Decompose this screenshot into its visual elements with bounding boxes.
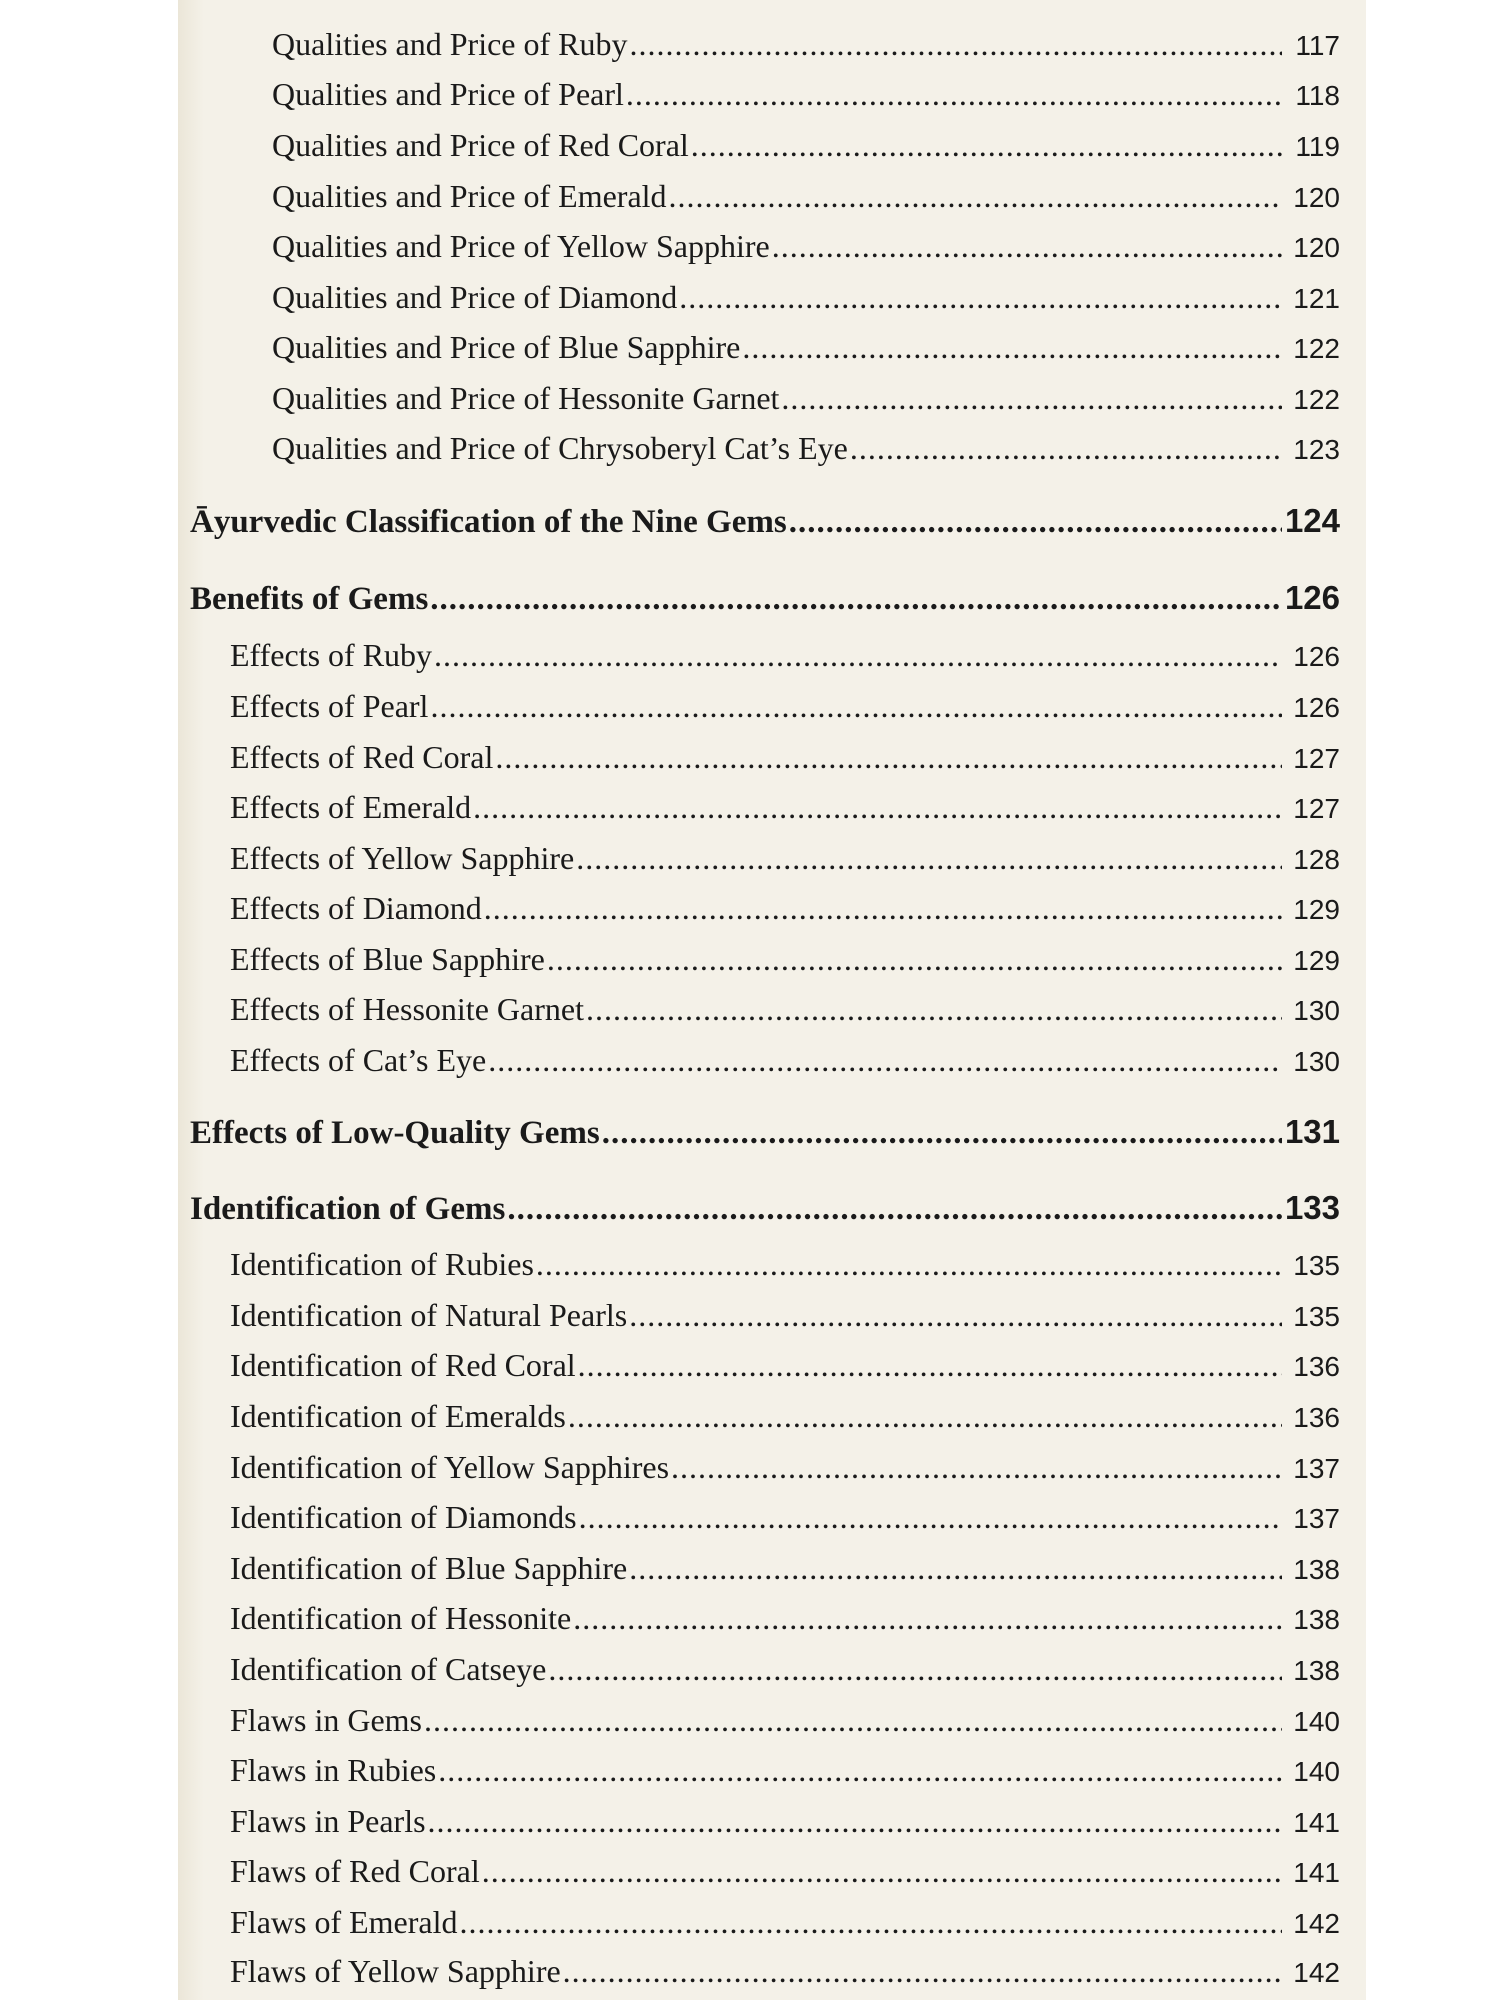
toc-entry-title: Identification of Emeralds	[230, 1398, 566, 1434]
toc-entry-page: 118	[1295, 80, 1340, 111]
toc-entry-page: 137	[1293, 1503, 1340, 1534]
dot-leader	[507, 1191, 1282, 1228]
toc-entry-title: Identification of Catseye	[230, 1651, 547, 1687]
toc-entry-title: Effects of Diamond	[230, 890, 482, 926]
dot-leader	[495, 739, 1282, 776]
toc-entry	[190, 1853, 1340, 1890]
toc-entry-page: 130	[1293, 1046, 1340, 1077]
dot-leader	[573, 1600, 1282, 1637]
toc-entry-title: Identification of Natural Pearls	[230, 1297, 628, 1333]
toc-entry	[190, 688, 1340, 725]
dot-leader	[568, 1398, 1282, 1435]
toc-entry	[190, 1398, 1340, 1435]
toc-entry-page: 126	[1293, 692, 1340, 723]
toc-entry-title: Effects of Hessonite Garnet	[230, 991, 584, 1027]
toc-section-heading	[190, 502, 1340, 541]
toc-entry-title: Flaws of Red Coral	[230, 1853, 480, 1889]
toc-entry-title: Qualities and Price of Red Coral	[272, 127, 689, 163]
toc-entry	[190, 76, 1340, 113]
dot-leader	[434, 637, 1282, 674]
toc-entry-page: 142	[1293, 1957, 1340, 1988]
section-page: 133	[1284, 1189, 1340, 1226]
toc-entry-title: Identification of Blue Sapphire	[230, 1550, 628, 1586]
toc-entry	[190, 1702, 1340, 1739]
dot-leader	[430, 581, 1282, 618]
toc-entry-title: Qualities and Price of Chrysoberyl Cat’s Eye	[272, 430, 848, 466]
toc-entry-page: 138	[1293, 1655, 1340, 1686]
dot-leader	[473, 789, 1282, 826]
dot-leader	[602, 1115, 1282, 1152]
toc-entry-page: 140	[1293, 1756, 1340, 1787]
toc-entry-page: 119	[1295, 131, 1340, 162]
dot-leader	[691, 127, 1282, 164]
dot-leader	[626, 76, 1282, 113]
toc-entry-title: Identification of Red Coral	[230, 1347, 576, 1383]
toc-entry-page: 138	[1293, 1604, 1340, 1635]
toc-entry-page: 136	[1293, 1402, 1340, 1433]
toc-entry	[190, 1803, 1340, 1840]
dot-leader	[629, 1550, 1282, 1587]
toc-entry-title: Effects of Blue Sapphire	[230, 941, 545, 977]
dot-leader	[629, 1297, 1282, 1334]
toc-entry-page: 141	[1293, 1857, 1340, 1888]
toc-entry-title: Identification of Rubies	[230, 1246, 534, 1282]
toc-entry-page: 135	[1293, 1301, 1340, 1332]
toc-entry-title: Effects of Pearl	[230, 688, 429, 724]
section-title: Identification of Gems	[190, 1191, 506, 1227]
dot-leader	[484, 890, 1282, 927]
toc-entry-title: Flaws in Rubies	[230, 1752, 437, 1788]
dot-leader	[789, 504, 1282, 541]
toc-entry	[190, 26, 1340, 63]
dot-leader	[488, 1042, 1282, 1079]
toc-entry	[190, 329, 1340, 366]
toc-entry	[190, 1297, 1340, 1334]
toc-entry	[190, 1246, 1340, 1283]
toc-entry-title: Flaws of Emerald	[230, 1904, 458, 1940]
toc-entry-page: 141	[1293, 1807, 1340, 1838]
toc-entry	[190, 228, 1340, 265]
toc-entry-page: 120	[1293, 182, 1340, 213]
toc-entry-title: Effects of Cat’s Eye	[230, 1042, 487, 1078]
dot-leader	[482, 1853, 1282, 1890]
toc-entry-title: Identification of Hessonite	[230, 1600, 572, 1636]
toc-entry-page: 140	[1293, 1706, 1340, 1737]
toc-entry-title: Effects of Yellow Sapphire	[230, 840, 575, 876]
dot-leader	[536, 1246, 1282, 1283]
toc-entry	[190, 1953, 1340, 1990]
toc-entry-page: 123	[1293, 434, 1340, 465]
dot-leader	[460, 1904, 1283, 1941]
toc-entry	[190, 1499, 1340, 1536]
toc-entry-title: Effects of Ruby	[230, 637, 433, 673]
toc-entry-page: 120	[1293, 232, 1340, 263]
toc-entry-page: 142	[1293, 1908, 1340, 1939]
toc-entry-title: Identification of Diamonds	[230, 1499, 577, 1535]
toc-entry-page: 127	[1293, 743, 1340, 774]
toc-entry-page: 129	[1293, 945, 1340, 976]
section-page: 124	[1284, 502, 1340, 539]
toc-entry-title: Flaws in Gems	[230, 1702, 422, 1738]
section-page: 126	[1284, 579, 1340, 616]
toc-section-heading	[190, 579, 1340, 618]
dot-leader	[428, 1803, 1282, 1840]
toc-entry	[190, 789, 1340, 826]
toc-entry	[190, 739, 1340, 776]
dot-leader	[578, 1347, 1282, 1384]
toc-entry-page: 135	[1293, 1250, 1340, 1281]
dot-leader	[671, 1449, 1282, 1486]
dot-leader	[424, 1702, 1282, 1739]
toc-entry	[190, 1651, 1340, 1688]
toc-section-heading	[190, 1113, 1340, 1152]
toc-entry-page: 130	[1293, 995, 1340, 1026]
dot-leader	[430, 688, 1282, 725]
dot-leader	[629, 26, 1282, 63]
toc-entry	[190, 840, 1340, 877]
section-title: Āyurvedic Classification of the Nine Gems	[190, 504, 787, 540]
toc-entry	[190, 178, 1340, 215]
toc-entry	[190, 380, 1340, 417]
toc-entry-title: Qualities and Price of Emerald	[272, 178, 667, 214]
toc-entry-title: Effects of Emerald	[230, 789, 472, 825]
toc-entry	[190, 1752, 1340, 1789]
dot-leader	[548, 1651, 1282, 1688]
toc-entry-page: 122	[1293, 384, 1340, 415]
dot-leader	[772, 228, 1282, 265]
toc-entry-title: Qualities and Price of Diamond	[272, 279, 678, 315]
toc-entry	[190, 1042, 1340, 1079]
toc-entry	[190, 1600, 1340, 1637]
toc-entry	[190, 637, 1340, 674]
toc-entry-title: Effects of Red Coral	[230, 739, 494, 775]
dot-leader	[850, 430, 1282, 467]
dot-leader	[679, 279, 1282, 316]
toc-entry	[190, 1449, 1340, 1486]
toc-entry-title: Flaws in Pearls	[230, 1803, 426, 1839]
section-page: 131	[1284, 1113, 1340, 1150]
toc-entry-page: 137	[1293, 1453, 1340, 1484]
toc-entry	[190, 1904, 1340, 1941]
toc-entry	[190, 991, 1340, 1028]
dot-leader	[579, 1499, 1282, 1536]
toc-section-heading	[190, 1189, 1340, 1228]
dot-leader	[563, 1953, 1282, 1990]
toc-entry-page: 126	[1293, 641, 1340, 672]
toc-entry	[190, 1550, 1340, 1587]
toc-entry-page: 138	[1293, 1554, 1340, 1585]
dot-leader	[547, 941, 1282, 978]
toc-entry-page: 127	[1293, 793, 1340, 824]
toc-entry-page: 128	[1293, 844, 1340, 875]
toc-entry-title: Qualities and Price of Yellow Sapphire	[272, 228, 770, 264]
dot-leader	[438, 1752, 1282, 1789]
toc-entry-title: Qualities and Price of Hessonite Garnet	[272, 380, 780, 416]
dot-leader	[576, 840, 1282, 877]
section-title: Benefits of Gems	[190, 581, 429, 617]
toc-entry	[190, 127, 1340, 164]
toc-entry	[190, 279, 1340, 316]
toc-entry	[190, 1347, 1340, 1384]
dot-leader	[742, 329, 1282, 366]
toc-entry-title: Identification of Yellow Sapphires	[230, 1449, 670, 1485]
dot-leader	[669, 178, 1282, 215]
table-of-contents	[190, 0, 1340, 2000]
toc-entry	[190, 430, 1340, 467]
toc-entry-title: Qualities and Price of Ruby	[272, 26, 628, 62]
dot-leader	[586, 991, 1282, 1028]
toc-entry-page: 129	[1293, 894, 1340, 925]
toc-entry	[190, 890, 1340, 927]
toc-entry-page: 117	[1295, 30, 1340, 61]
dot-leader	[781, 380, 1282, 417]
toc-entry-title: Qualities and Price of Pearl	[272, 76, 624, 112]
toc-entry-page: 136	[1293, 1351, 1340, 1382]
toc-entry-title: Qualities and Price of Blue Sapphire	[272, 329, 741, 365]
section-title: Effects of Low-Quality Gems	[190, 1115, 600, 1151]
toc-entry-title: Flaws of Yellow Sapphire	[230, 1953, 561, 1989]
toc-entry-page: 121	[1293, 283, 1340, 314]
toc-entry-page: 122	[1293, 333, 1340, 364]
toc-entry	[190, 941, 1340, 978]
